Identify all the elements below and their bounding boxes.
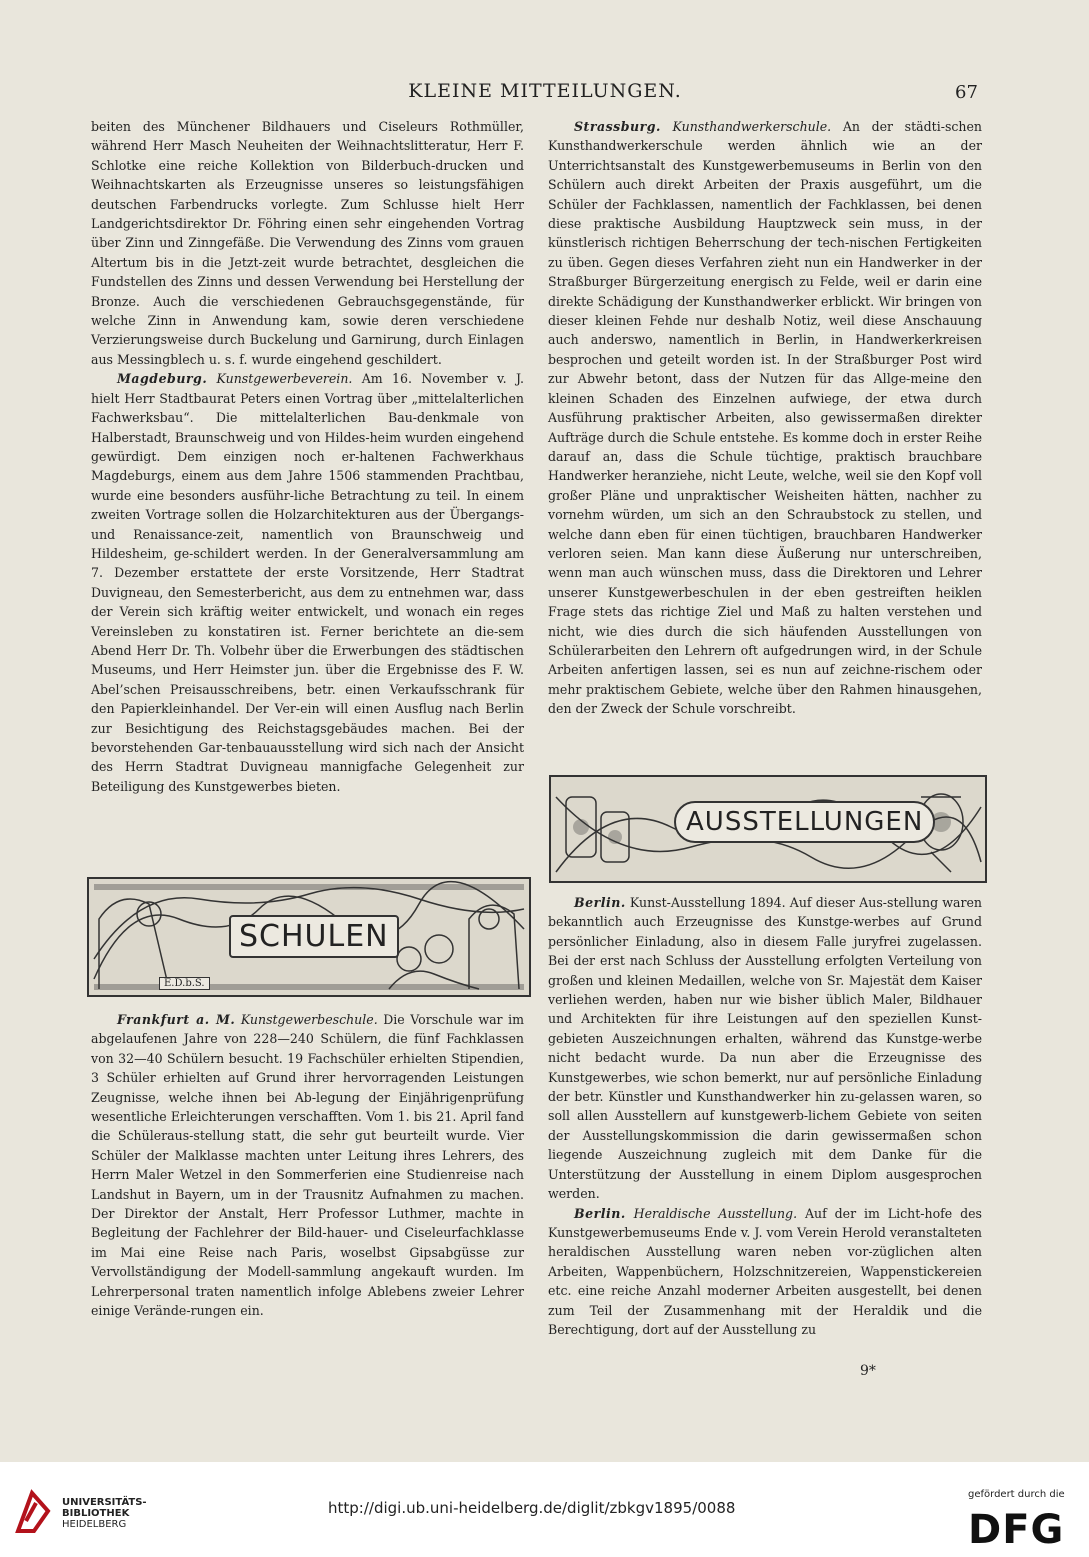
dfg-logo: DFG — [968, 1507, 1065, 1553]
place-berlin-2: Berlin. — [574, 1205, 626, 1221]
right-column-top — [548, 117, 982, 719]
artist-initials: E.D.b.S. — [159, 977, 210, 990]
paragraph-magdeburg — [91, 369, 524, 796]
funded-by-text: gefördert durch die — [968, 1489, 1065, 1500]
left-column-bottom — [91, 1010, 524, 1321]
library-line-3: HEIDELBERG — [62, 1519, 127, 1530]
running-header: KLEINE MITTEILUNGEN. — [408, 80, 682, 102]
paragraph-frankfurt — [91, 1010, 524, 1321]
library-name — [62, 1497, 147, 1530]
paragraph-munich: beiten des Münchener Bildhauers und Ciseleurs Rothmüller, während Herr Masch Neuheiten der Weihnachtslitteratur, Herr F. Schlotke eine reiche Kollektion von Bilderbuch-drucken und Weihnachtskarten als Erzeugnisse unseres so leistungsfähigen deutschen Farbendrucks vorlegte. Zum Schlusse hielt Herr Landgerichtsdirektor Dr. Föhring einen sehr eingehenden Vortrag über Zinn und Zinngefäße. Die Verwendung des Zinns vom grauen Altertum bis in die Jetzt-zeit wurde betrachtet, desgleichen die Fundstellen des Zinns und dessen Verwendung bei Herstellung der Bronze. Auch die verschiedenen Gebrauchsgegenstände, für welche Zinn in Anwendung kam, sowie deren verschiedene Verzierungsweise durch Buckelung und Garnirung, durch Einlagen aus Messingblech u. s. f. wurde eingehend geschildert. — [91, 119, 524, 367]
page-number: 67 — [955, 82, 978, 103]
text-frankfurt: Die Vorschule war im abgelaufenen Jahre von 228—240 Schülern, die fünf Fachklassen von 32—40 Schülern besucht. 19 Fachschüler erhielten Stipendien, 3 Schüler erhielten auf Grund ihrer hervorragenden Leistungen Zeugnisse, welche ihnen bei Ab-legung der Einjährigenprüfung wesentliche Erleichterungen verschafften. Vom 1. bis 21. April fand die Schüleraus-stellung statt, die sehr gut beurteilt wurde. Vier Schüler der Malklasse machten unter Leitung ihres Lehrers, des Herrn Maler Wetzel in den Sommerferien eine Studienreise nach Landshut in Bayern, um in der Trausnitz Aufnahmen zu machen. Der Direktor der Anstalt, Herr Professor Luthmer, machte in Begleitung der Fachlehrer der Bild-hauer- und Ciseleurfachklasse im Mai eine Reise nach Paris, woselbst Gipsabgüsse zur Vervollständigung der Modell-sammlung angekauft wurden. Im Lehrerpersonal traten namentlich infolge Ablebens zweier Lehrer einige Verände-rungen ein. — [91, 1012, 524, 1319]
left-column-top — [91, 117, 524, 796]
ausstellungen-banner-label: AUSSTELLUNGEN — [674, 801, 935, 843]
text-berlin-1: Kunst-Ausstellung 1894. Auf dieser Aus-stellung waren bekanntlich auch Erzeugnisse des Kunstge-werbes auf Grund persönlicher Einladung, also in diesem Falle juryfrei zugelassen. Bei der erst nach Schluss der Ausstellung erfolgten Verteilung von großen und kleinen Medaillen, welche von Sr. Majestät dem Kaiser verliehen werden, haben nur wie bisher üblich Maler, Bildhauer und Architekten für ihre Leistungen auf den speziellen Kunst-gebieten Auszeichnungen erhalten, während das Kunstge-werbe nicht bedacht wurde. Da nun aber die Erzeugnisse des Kunstgewerbes, wie schon bemerkt, nur auf persönliche Einladung der betr. Künstler und Kunsthandwerker hin zu-gelassen waren, so soll allen Ausstellern auf kunstgewerb-lichem Gebiete von seiten der Ausstellungskommission die darin gewissermaßen schon liegende Auszeichnung zugleich mit dem Danke für die Unterstützung der Ausstellung in einem Diplom ausgesprochen werden. — [548, 895, 982, 1202]
schulen-banner-label: SCHULEN — [229, 915, 399, 958]
paragraph-berlin-heraldik — [548, 1204, 982, 1340]
paragraph-berlin-kunstausstellung — [548, 893, 982, 1204]
schulen-banner-illustration — [87, 877, 531, 997]
subtitle-heraldische-ausstellung: Heraldische Ausstellung. — [633, 1205, 798, 1221]
text-strassburg: An der städti-schen Kunsthandwerkerschule werden ähnlich wie an der Unterrichtsanstalt des Kunstgewerbemuseums in Berlin von den Schülern auch direkt Arbeiten der Praxis ausgeführt, um die Schüler der Fachklassen, namentlich der Fachklassen, bei denen diese praktische Ausbildung Hauptzweck sein muss, in der künstlerisch richtigen Beherrschung der tech-nischen Fertigkeiten zu üben. Gegen dieses Verfahren zieht nun ein Handwerker in der Straßburger Bürgerzeitung energisch zu Felde, weil er darin eine direkte Schädigung der Kunsthandwerker erblickt. Wir bringen von dieser kleinen Fehde nur deshalb Notiz, weil diese Anschauung auch anderswo, namentlich in Berlin, in Handwerkerkreisen besprochen und geteilt worden ist. In der Straßburger Post wird zur Abwehr betont, dass der Nutzen für das Allge-meine den kleinen Schaden des Einzelnen aufwiege, der etwa durch Ausführung praktischer Arbeiten, also gewissermaßen direkter Aufträge durch die Schule entstehe. Es komme doch in erster Reihe darauf an, dass die Schule tüchtige, praktisch brauchbare Handwerker heranziehe, nicht Leute, welche, weil sie den Kopf voll großer Pläne und unpraktischer Weisheiten hätten, nachher zu vornehm würden, um sich an den Schraubstock zu stellen, und welche dann eben für einen tüchtigen, brauchbaren Handwerker verloren seien. Man kann diese Äußerung nur unterschreiben, wenn man auch wünschen muss, dass die Direktoren und Lehrer unserer Kunstgewerbeschulen in der eben gestreiften heiklen Frage stets das richtige Ziel und Maß zu halten verstehen und nicht, wie dies durch die sich häufenden Ausstellungen von Schülerarbeiten den Lehrern oft aufgedrungen wird, in der Schule Arbeiten anfertigen lassen, sei es nun auf zeichne-rischem oder mehr praktischem Gebiete, welche über den Rahmen hinausgehen, den der Zweck der Schule vorschreibt. — [548, 119, 982, 717]
place-berlin-1: Berlin. — [574, 895, 626, 910]
place-strassburg: Strassburg. — [574, 119, 661, 134]
signature-mark: 9* — [860, 1363, 876, 1379]
paragraph-strassburg — [548, 117, 982, 719]
subtitle-kunstgewerbeverein: Kunstgewerbeverein. — [216, 371, 353, 387]
permalink-url[interactable]: http://digi.ub.uni-heidelberg.de/diglit/zbkgv1895/0088 — [328, 1499, 736, 1517]
place-magdeburg: Magdeburg. — [117, 371, 208, 387]
subtitle-kunstgewerbeschule: Kunstgewerbeschule. — [240, 1012, 378, 1027]
place-frankfurt: Frankfurt a. M. — [117, 1012, 236, 1027]
subtitle-kunsthandwerkerschule: Kunsthandwerkerschule. — [672, 119, 832, 134]
right-column-bottom — [548, 893, 982, 1339]
library-line-1: UNIVERSITÄTS- — [62, 1497, 147, 1508]
digitization-footer — [0, 1462, 1089, 1557]
text-berlin-2: Auf der im Licht-hofe des Kunstgewerbemuseums Ende v. J. vom Verein Herold veranstalteten heraldischen Ausstellung waren neben vor-züglichen alten Arbeiten, Wappenbüchern, Holzschnitzereien, Wappenstickereien etc. eine reiche Anzahl moderner Arbeiten ausgestellt, bei denen zum Teil der Zusammenhang mit der Heraldik und die Berechtigung, dort auf der Ausstellung zu — [548, 1205, 982, 1337]
library-line-2: BIBLIOTHEK — [62, 1508, 130, 1519]
university-library-logo-icon — [12, 1487, 54, 1537]
text-magdeburg: Am 16. November v. J. hielt Herr Stadtbaurat Peters einen Vortrag über „mittelalterlichen Fachwerksbau“. Die mittelalterlichen Bau-denkmale von Halberstadt, Braunschweig und von Hildes-heim wurden eingehend gewürdigt. Dem einzigen noch er-haltenen Fachwerkhaus Magdeburgs, einem aus dem Jahre 1506 stammenden Prachtbau, wurde eine besonders ausführ-liche Betrachtung zu teil. In einem zweiten Vortrage sollen die Holzarchitekturen aus der Übergangs- und Renaissance-zeit, namentlich von Braunschweig und Hildesheim, ge-schildert werden. In der Generalversammlung am 7. Dezember erstattete der erste Vorsitzende, Herr Stadtrat Duvigneau, den Semesterbericht, aus dem zu entnehmen war, dass der Verein sich kräftig weiter entwickelt, und wonach ein reges Vereinsleben zu konstatiren ist. Ferner berichtete an die-sem Abend Herr Dr. Th. Volbehr über die Erwerbungen des städtischen Museums, und Herr Heimster jun. über die Ergebnisse des F. W. Abel’schen Preisausschreibens, betr. einen Verkaufsschrank für den Papierkleinhandel. Der Ver-ein will einen Ausflug nach Berlin zur Besichtigung des Reichstagsgebäudes machen. Bei der bevorstehenden Gar-tenbauausstellung wird sich nach der Ansicht des Herrn Stadtrat Duvigneau mannigfache Gelegenheit zur Beteiligung des Kunstgewerbes bieten. — [91, 371, 524, 794]
ausstellungen-banner-illustration — [549, 775, 987, 883]
